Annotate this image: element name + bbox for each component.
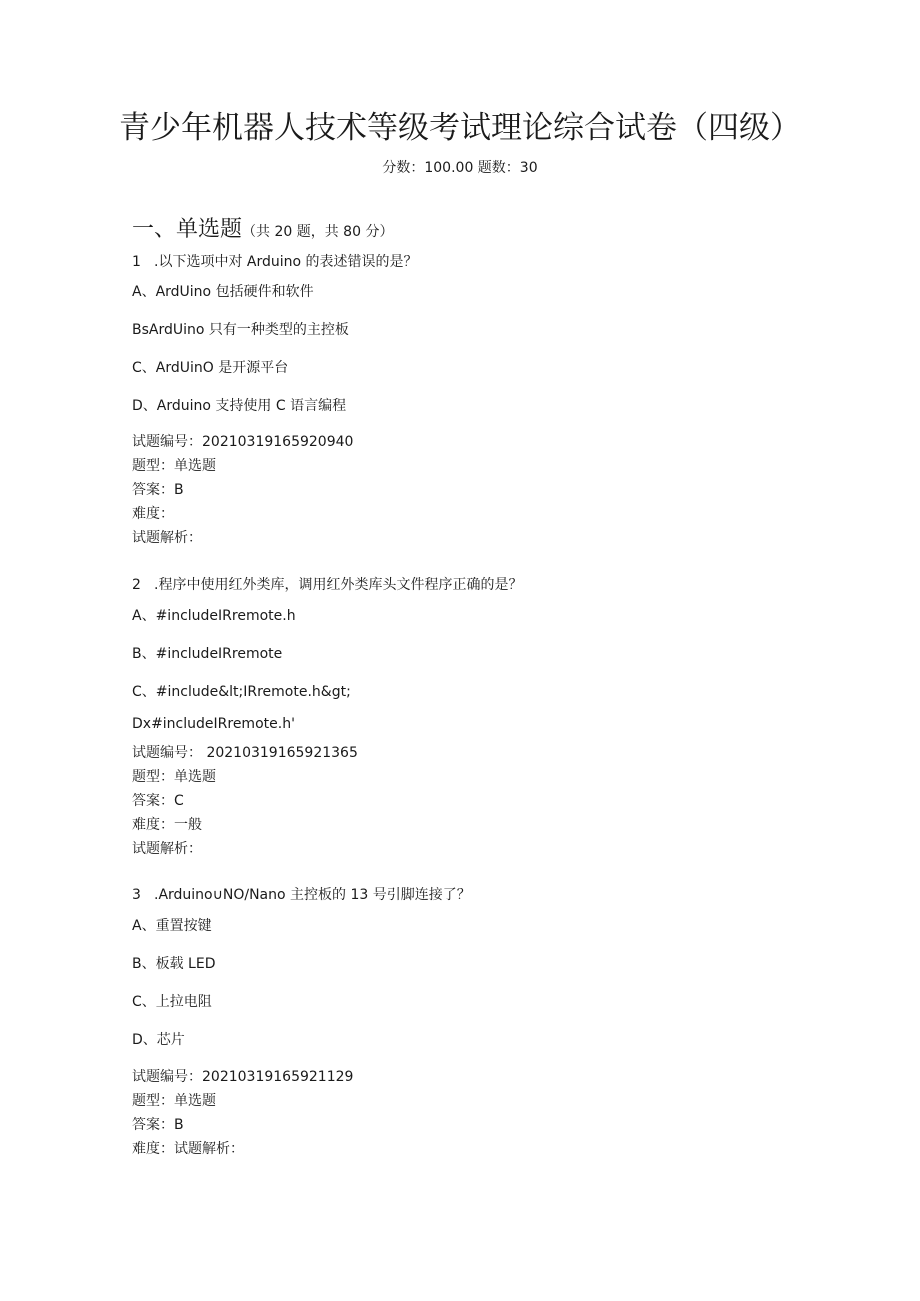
option-b: B、#includeIRremote [132,646,283,662]
question-answer: 答案：C [132,793,184,809]
question-answer: 答案：B [132,482,184,498]
question-text: .以下选项中对 Arduino 的表述错误的是？ [154,254,418,270]
question-type: 题型：单选题 [132,769,216,785]
section-subtitle: （共 20 题，共 80 分） [242,224,394,240]
question-difficulty: 难度：一般 [132,817,202,833]
document-title: 青少年机器人技术等级考试理论综合试卷（四级） [119,110,801,146]
option-c: C、ArdUinO 是开源平台 [132,360,289,376]
question-text: .程序中使用红外类库，调用红外类库头文件程序正确的是？ [154,577,523,593]
option-d: Dx#includeIRremote.h' [132,716,295,732]
question-number: 2 [132,577,141,593]
option-b: B、板载 LED [132,956,216,972]
question-number: 3 [132,887,141,903]
section-heading [132,214,393,248]
question-answer: 答案：B [132,1117,184,1133]
question-id: 试题编号： 20210319165921365 [132,745,358,761]
question-stem [132,575,522,595]
question-type: 题型：单选题 [132,1093,216,1109]
option-c: C、#include&lt;IRremote.h&gt; [132,684,351,700]
option-a: A、ArdUino 包括硬件和软件 [132,284,314,300]
option-c: C、上拉电阻 [132,994,212,1010]
option-a: A、重置按键 [132,918,212,934]
option-a: A、#includeIRremote.h [132,608,296,624]
question-stem [132,252,418,272]
score-and-count: 分数：100.00 题数：30 [382,160,538,176]
question-id: 试题编号：20210319165921129 [132,1069,354,1085]
question-number: 1 [132,254,141,270]
option-d: D、芯片 [132,1032,185,1048]
question-type: 题型：单选题 [132,458,216,474]
question-difficulty-and-analysis: 难度：试题解析： [132,1141,244,1157]
question-stem [132,885,471,905]
question-id: 试题编号：20210319165920940 [132,434,354,450]
question-analysis: 试题解析： [132,841,202,857]
question-difficulty: 难度： [132,506,174,522]
option-d: D、Arduino 支持使用 C 语言编程 [132,398,347,414]
option-b: BsArdUino 只有一种类型的主控板 [132,322,349,338]
question-text: .Arduino∪NO∕Nano 主控板的 13 号引脚连接了？ [154,887,471,903]
section-title: 一、单选题 [132,217,243,242]
question-analysis: 试题解析： [132,530,202,546]
